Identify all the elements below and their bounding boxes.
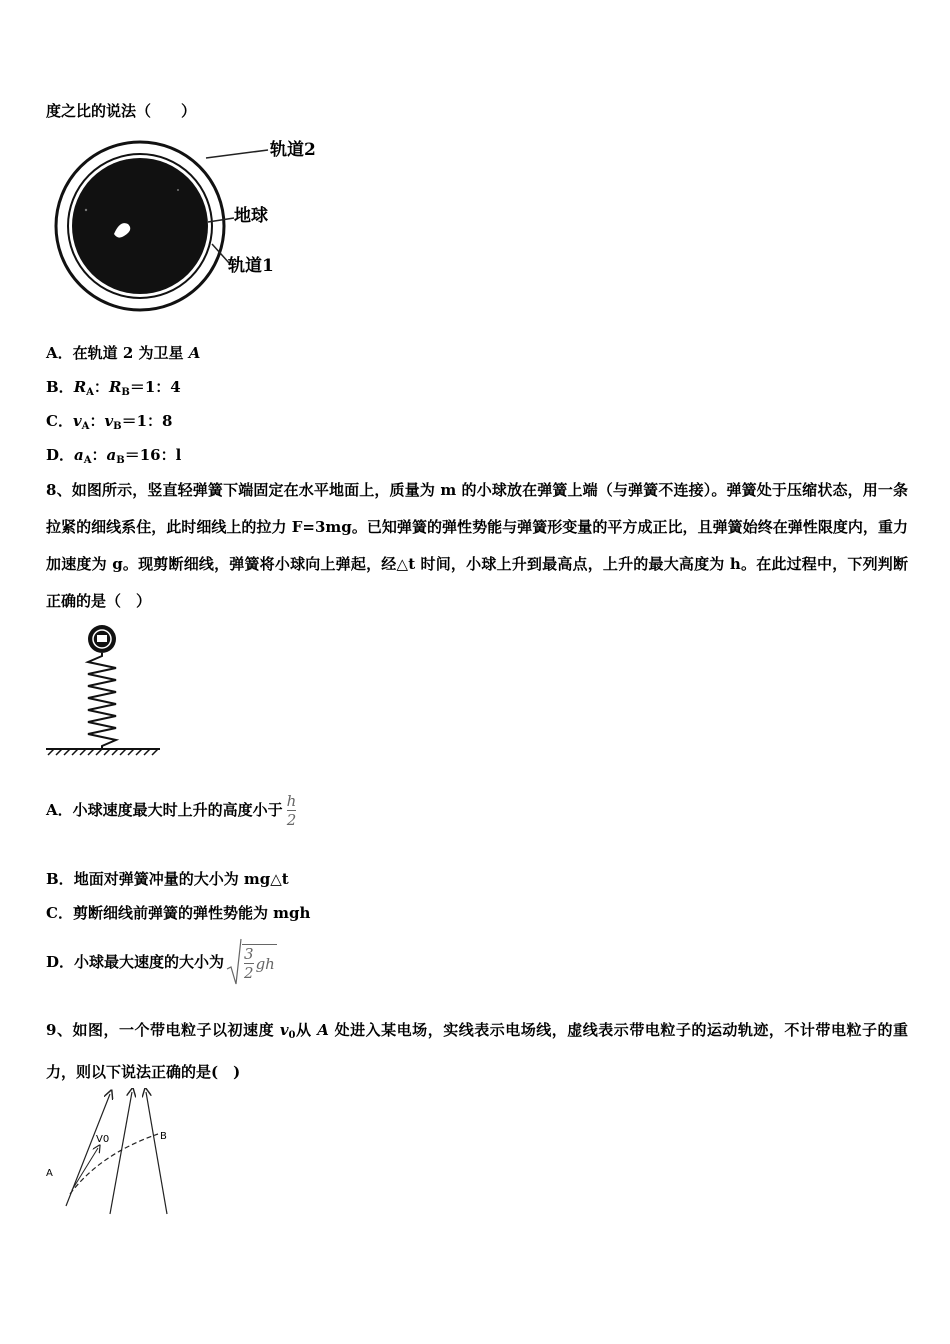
sqrt-sign	[226, 937, 242, 987]
q9-stem: 9、如图，一个带电粒子以初速度 $v_0$从 A 处进入某电场，实线表示电场线，虚线表示带电粒子的运动轨迹，不计带电粒子的重力，则以下说法正确的是( )	[46, 1021, 908, 1081]
label-orbit1: 轨道1	[228, 256, 274, 276]
q7-option-d: D．$a_A$：$a_B=16$：l	[46, 446, 182, 466]
earth-disc	[72, 158, 208, 294]
sqrt-expression: $\frac{3}{2}$ gh	[226, 937, 277, 987]
field-line-3	[146, 1092, 167, 1214]
trajectory-dashed	[70, 1134, 158, 1194]
label-earth: 地球	[234, 206, 268, 226]
orbit-diagram	[46, 130, 336, 330]
label-orbit2: 轨道2	[270, 140, 316, 160]
q8-option-c: C．剪断细线前弹簧的弹性势能为 mgh	[46, 904, 311, 922]
q7-option-b: B．$R_A$：$R_B=1$：4	[46, 378, 181, 398]
q7-stem-tail: 度之比的说法（ ）	[46, 102, 197, 120]
q7-option-a: A．在轨道 2 为卫星 A	[46, 344, 201, 362]
q8-option-b: B．地面对弹簧冲量的大小为 mg△t	[46, 870, 289, 888]
field-line-diagram	[40, 1088, 200, 1220]
q8-option-a: A． 小球速度最大时上升的高度小于 $\frac{h}{2}$	[46, 791, 297, 829]
label-b: B	[160, 1131, 167, 1142]
q7-option-c: C．$v_A$：$v_B=1$：8	[46, 412, 173, 432]
fraction-h-over-2: $\frac{h}{2}$	[286, 791, 297, 829]
q8-option-d: D． 小球最大速度的大小为 $\frac{3}{2}$ gh	[46, 936, 277, 988]
orbit2-leader	[206, 150, 268, 158]
spring-diagram	[44, 622, 164, 758]
label-v0: V0	[96, 1134, 110, 1145]
label-a: A	[46, 1168, 53, 1179]
q8-stem: 8、如图所示，竖直轻弹簧下端固定在水平地面上，质量为 m 的小球放在弹簧上端（与弹簧不连接）。弹簧处于压缩状态，用一条拉紧的细线系住，此时细线上的拉力 F=3mg。已知弹簧的弹性势能与弹簧形变量的平方成正比，且弹簧始终在弹性限度内，重力加速度为 g。现剪断细线，弹簧将小球向上弹起，经△t 时间，小球上升到最高点，上升的最大高度为 h。在此过程中，下列判断正确的是（ ）	[46, 481, 908, 610]
field-line-2	[110, 1092, 132, 1214]
spring	[88, 653, 116, 749]
